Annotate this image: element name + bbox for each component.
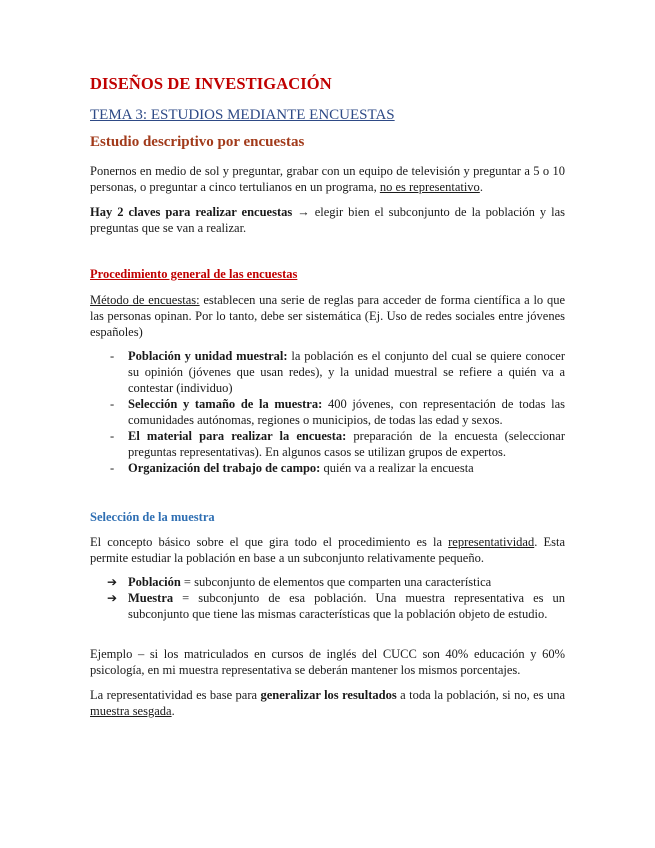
- list-item: ➔ Muestra = subconjunto de esa población. Una muestra representativa es un subconjunto que tiene las mismas características que la población objeto de estudio.: [107, 591, 565, 621]
- list-item: - El material para realizar la encuesta: preparación de la encuesta (seleccionar preguntas representativas). En algunos casos se utilizan grupos de expertos.: [110, 429, 566, 459]
- arrow-bullet-icon: ➔: [107, 575, 118, 589]
- procedure-list: [90, 348, 565, 476]
- section-heading-procedure: Procedimiento general de las encuestas: [90, 267, 298, 281]
- definitions-list: [90, 574, 565, 622]
- paragraph-descriptive: Ponernos en medio de sol y preguntar, grabar con un equipo de televisión y preguntar a 5 o 10 personas, o preguntar a cinco tertulianos en un programa, no es representativo.: [90, 164, 565, 194]
- list-item: - Población y unidad muestral: la población es el conjunto del cual se quiere conocer su opinión (jóvenes que usan redes), y la unidad muestral se refiere a quién va a contestar (individuo): [110, 349, 565, 395]
- paragraph-representativity: El concepto básico sobre el que gira todo el procedimiento es la representatividad. Esta permite estudiar la población en base a un subconjunto relativamente pequeño.: [90, 535, 565, 565]
- document-title: DISEÑOS DE INVESTIGACIÓN: [90, 74, 332, 93]
- underlined-phrase: no es representativo: [379, 180, 480, 194]
- list-item: ➔ Población = subconjunto de elementos que comparten una característica: [107, 575, 492, 589]
- paragraph-method: Método de encuestas: establecen una serie de reglas para acceder de forma científica a lo que las personas opinan. Por lo tanto, debe ser sistemática (Ej. Uso de redes sociales entre jóvenes españoles): [90, 293, 565, 339]
- arrow-bullet-icon: ➔: [107, 591, 118, 605]
- section-heading-sample: Selección de la muestra: [90, 510, 215, 524]
- right-arrow-icon: →: [292, 205, 315, 219]
- paragraph-conclusion: La representatividad es base para generalizar los resultados a toda la población, si no, es una muestra sesgada.: [90, 688, 565, 718]
- underlined-term: muestra sesgada: [90, 704, 172, 718]
- underlined-term: representatividad: [448, 535, 535, 549]
- bold-phrase: generalizar los resultados: [260, 688, 397, 702]
- bold-phrase: Hay 2 claves para realizar encuestas: [90, 205, 293, 219]
- underlined-term: Método de encuestas:: [90, 293, 200, 307]
- list-item: - Organización del trabajo de campo: quién va a realizar la encuesta: [110, 461, 474, 475]
- topic-subtitle: TEMA 3: ESTUDIOS MEDIANTE ENCUESTAS: [90, 107, 395, 123]
- paragraph-example: Ejemplo – si los matriculados en cursos de inglés del CUCC son 40% educación y 60% psicología, en mi muestra representativa se deberán mantener los mismos porcentajes.: [90, 647, 565, 677]
- list-item: - Selección y tamaño de la muestra: 400 jóvenes, con representación de todas las comunidades autónomas, regiones o municipios, de todas las edad y sexos.: [110, 397, 565, 427]
- section-heading-descriptive: Estudio descriptivo por encuestas: [90, 134, 305, 150]
- paragraph-keys: Hay 2 claves para realizar encuestas → elegir bien el subconjunto de la población y las preguntas que se van a realizar.: [90, 205, 565, 235]
